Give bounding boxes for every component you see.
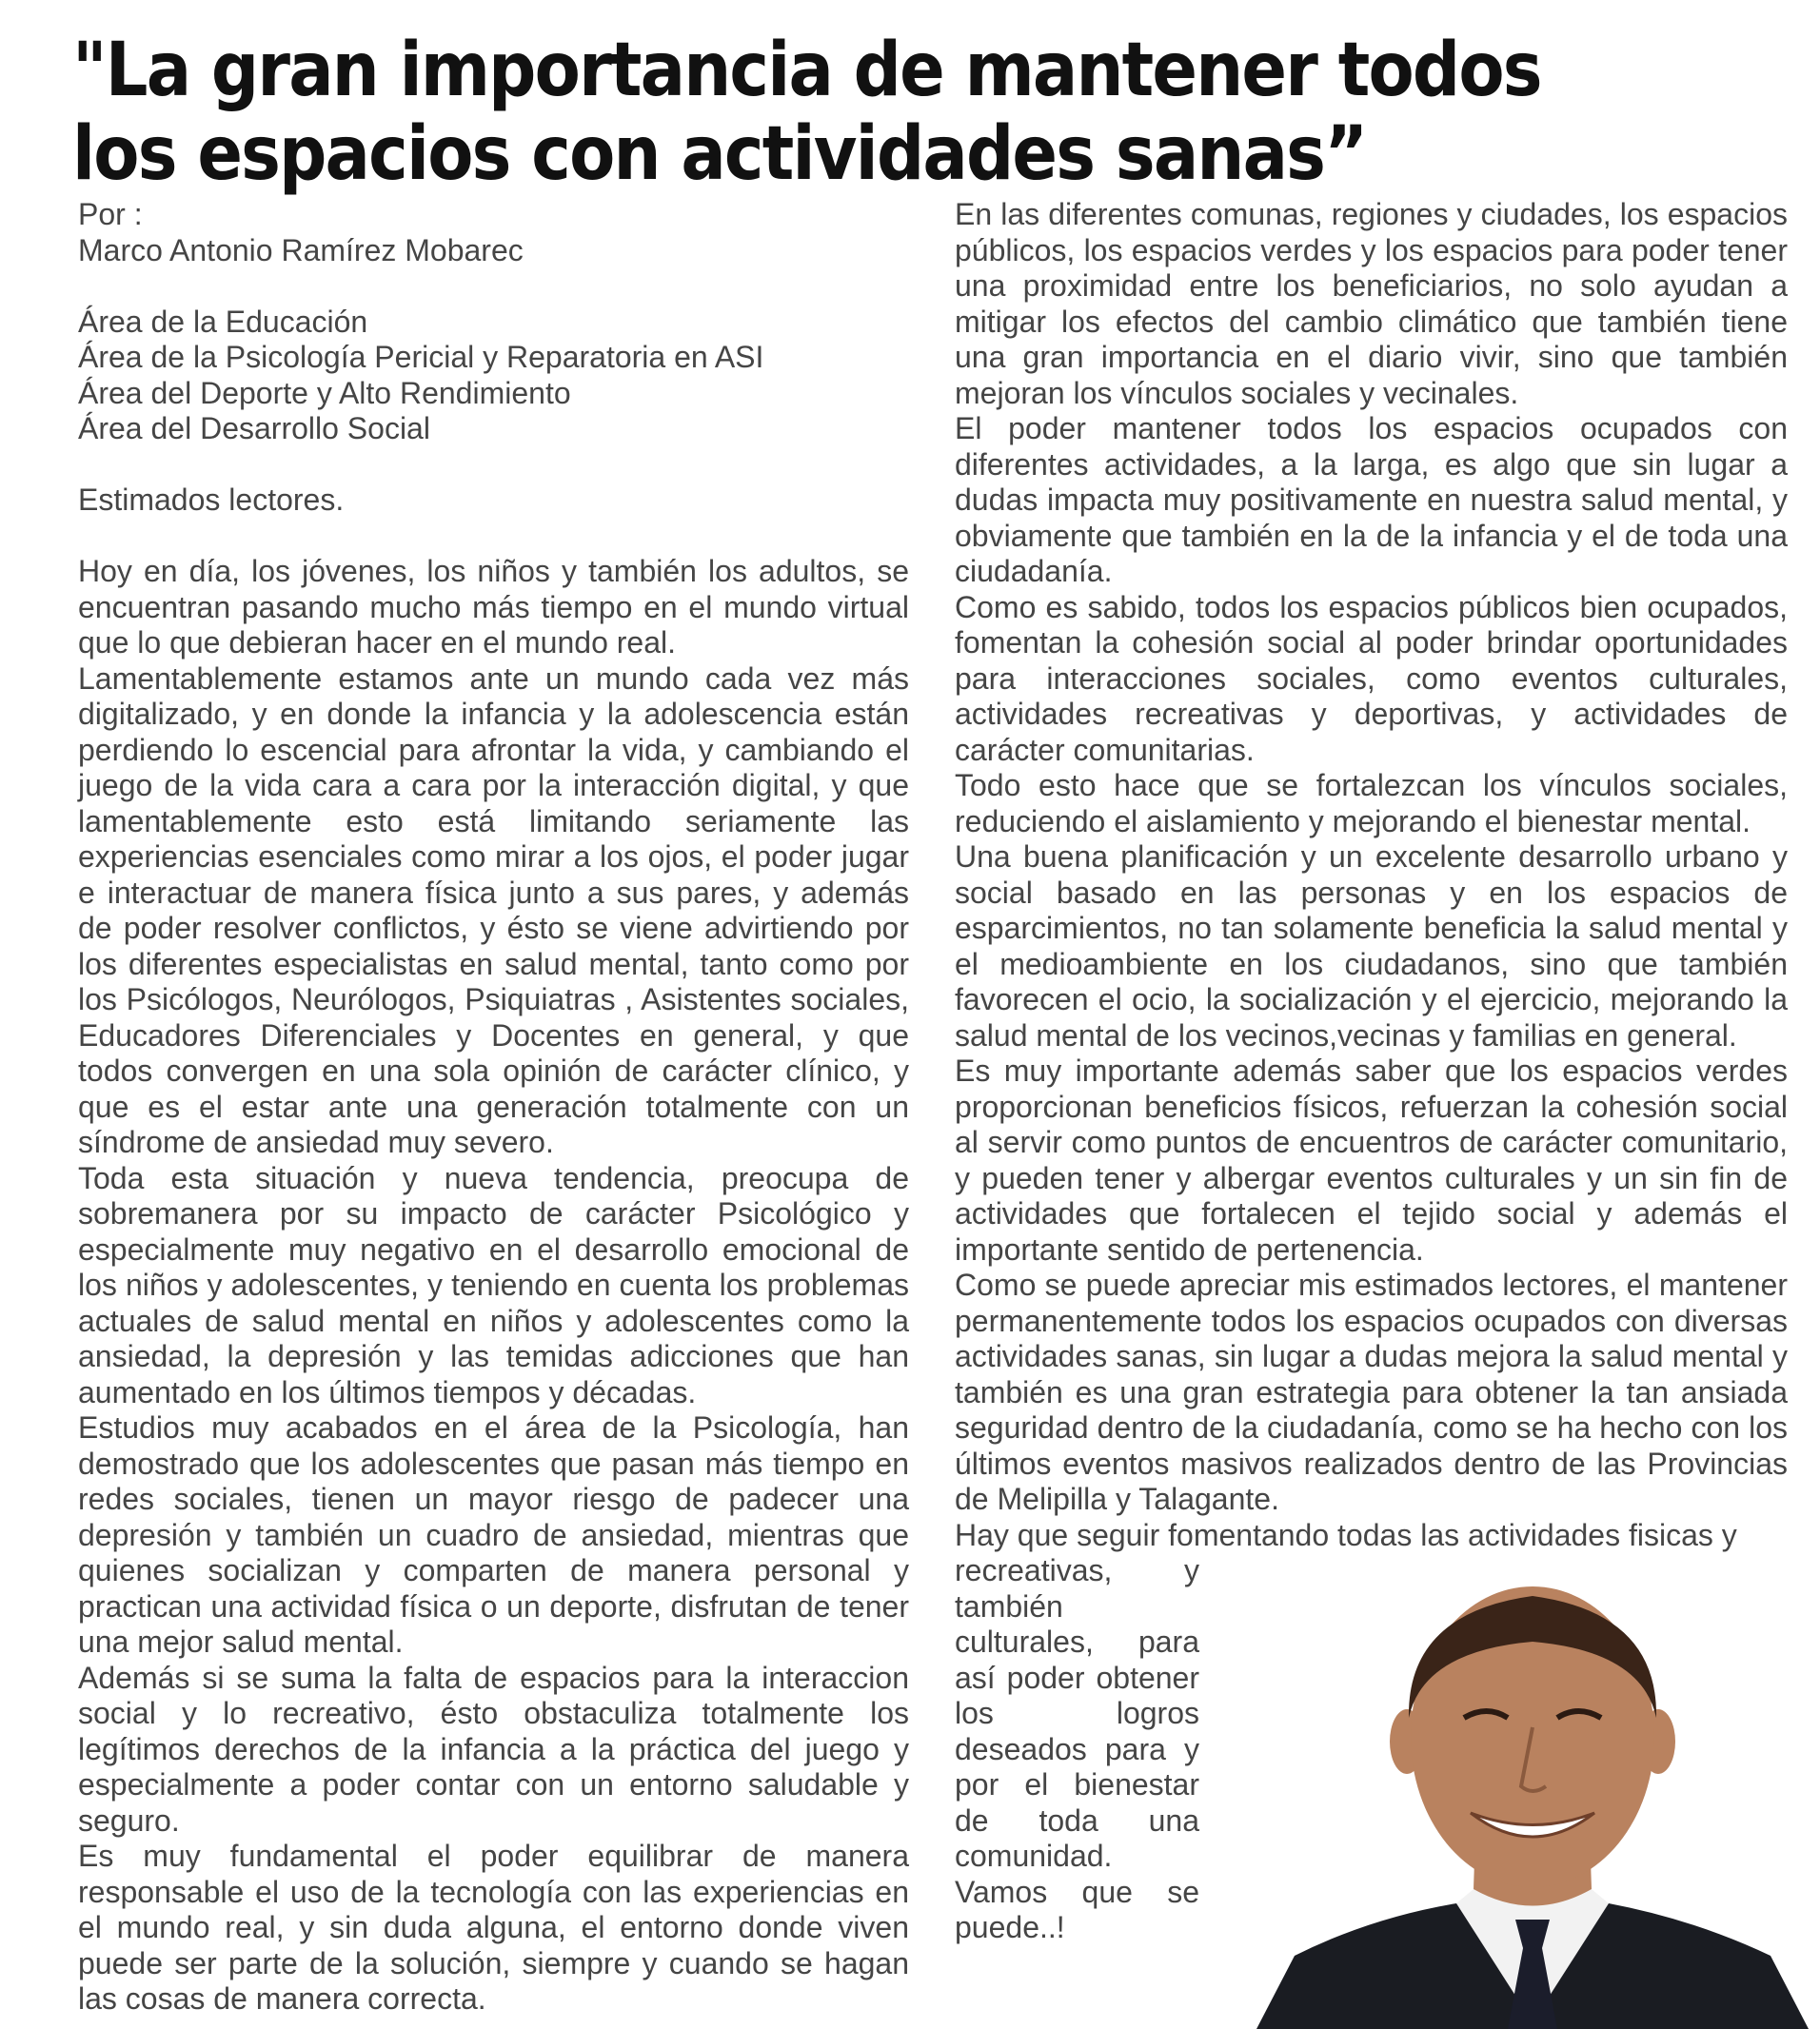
body-paragraph: Además si se suma la falta de espacios para la interaccion social y lo recreativo, ésto obstaculiza totalmente los legítimos derechos de la infancia a la práctica del juego y especialmente a poder contar con un entorno saludable y seguro.	[78, 1660, 909, 1838]
right-column	[955, 197, 1788, 1553]
closing-first-line: Hay que seguir fomentando todas las actividades fisicas y	[955, 1517, 1737, 1552]
author-area: Área de la Psicología Pericial y Reparatoria en ASI	[78, 340, 764, 374]
body-paragraph: Lamentablemente estamos ante un mundo cada vez más digitalizado, y en donde la infancia y la adolescencia están perdiendo lo escencial para afrontar la vida, y cambiando el juego de la vida cara a cara por la interacción digital, y que lamentablemente esto está limitando seriamente las experiencias esenciales como mirar a los ojos, el poder jugar e interactuar de manera física junto a sus pares, y además de poder resolver conflictos, y ésto se viene advirtiendo por los diferentes especialistas en salud mental, tanto como por los Psicólogos, Neurólogos, Psiquiatras , Asistentes sociales, Educadores Diferenciales y Docentes en general, y que todos convergen en una sola opinión de carácter clínico, y que es el estar ante una generación totalmente con un síndrome de ansiedad muy severo.	[78, 660, 909, 1159]
body-paragraph: Es muy importante además saber que los espacios verdes proporcionan beneficios físicos, refuerzan la cohesión social al servir como puntos de encuentros de carácter comunitario, y pueden tener y albergar eventos culturales y un sin fin de actividades que fortalecen el tejido social y además el importante sentido de pertenencia.	[955, 1054, 1788, 1267]
body-paragraph: Una buena planificación y un excelente desarrollo urbano y social basado en las personas y en los espacios de esparcimientos, no tan solamente beneficia la salud mental y el medioambiente en los ciudadanos, sino que también favorecen el ocio, la socialización y el ejercicio, mejorando la salud mental de los vecinos,vecinas y familias en general.	[955, 839, 1788, 1053]
author-name: Marco Antonio Ramírez Mobarec	[78, 232, 524, 267]
body-paragraph: Como se puede apreciar mis estimados lectores, el mantener permanentemente todos los espacios ocupados con diversas actividades sanas, sin lugar a dudas mejora la salud mental y también es una gran estrategia para obtener la tan ansiada seguridad dentro de la ciudadanía, como se ha hecho con los últimos eventos masivos realizados dentro de las Provincias de Melipilla y Talagante.	[955, 1268, 1788, 1516]
body-paragraph: Como es sabido, todos los espacios públicos bien ocupados, fomentan la cohesión social al poder brindar oportunidades para interacciones sociales, como eventos culturales, actividades recreativas y deportivas, y actividades de carácter comunitarias.	[955, 589, 1788, 767]
body-paragraph: El poder mantener todos los espacios ocupados con diferentes actividades, a la larga, es algo que sin lugar a dudas impacta muy positivamente en nuestra salud mental, y obviamente que también en la de la infancia y el de toda una ciudadanía.	[955, 411, 1788, 588]
author-area: Área de la Educación	[78, 304, 368, 339]
body-paragraph: Hoy en día, los jóvenes, los niños y también los adultos, se encuentran pasando mucho más tiempo en el mundo virtual que lo que debieran hacer en el mundo real.	[78, 554, 909, 660]
greeting: Estimados lectores.	[78, 483, 345, 517]
author-area: Área del Desarrollo Social	[78, 411, 430, 445]
body-paragraph: Estudios muy acabados en el área de la Psicología, han demostrado que los adolescentes que pasan más tiempo en redes sociales, tienen un mayor riesgo de padecer una depresión y también un cuadro de ansiedad, mientras que quienes socializan y comparten de manera personal y practican una actividad física o un deporte, disfrutan de tener una mejor salud mental.	[78, 1410, 909, 1659]
left-column	[78, 197, 909, 2018]
body-paragraph: Toda esta situación y nueva tendencia, preocupa de sobremanera por su impacto de carácter Psicológico y especialmente muy negativo en el desarrollo emocional de los niños y adolescentes, y teniendo en cuenta los problemas actuales de salud mental en niños y adolescentes como la ansiedad, la depresión y las temidas adicciones que han aumentado en los últimos tiempos y décadas.	[78, 1160, 909, 1409]
closing-paragraph: recreativas, y también culturales, para así poder obtener los logros deseados para y por el bienestar de toda una comunidad.	[955, 1553, 1199, 1873]
author-area: Área del Deporte y Alto Rendimiento	[78, 375, 571, 410]
body-paragraph: Todo esto hace que se fortalezcan los vínculos sociales, reduciendo el aislamiento y mejorando el bienestar mental.	[955, 768, 1788, 838]
article-title: "La gran importancia de mantener todos los espacios con actividades sanas”	[72, 28, 1541, 197]
byline	[78, 197, 909, 519]
author-portrait	[1237, 1575, 1820, 2029]
body-paragraph: Es muy fundamental el poder equilibrar de manera responsable el uso de la tecnología con las experiencias en el mundo real, y sin duda alguna, el entorno donde viven puede ser parte de la solución, siempre y cuando se hagan las cosas de manera correcta.	[78, 1839, 909, 2016]
sign-off: Vamos que se puede..!	[955, 1874, 1199, 1944]
body-paragraph: En las diferentes comunas, regiones y ciudades, los espacios públicos, los espacios verdes y los espacios para poder tener una proximidad entre los beneficiarios, no solo ayudan a mitigar los efectos del cambio climático que también tiene una gran importancia en el diario vivir, sino que también mejoran los vínculos sociales y vecinales.	[955, 197, 1788, 410]
by-label: Por :	[78, 197, 143, 231]
closing-wrapped-text	[955, 1553, 1199, 1946]
